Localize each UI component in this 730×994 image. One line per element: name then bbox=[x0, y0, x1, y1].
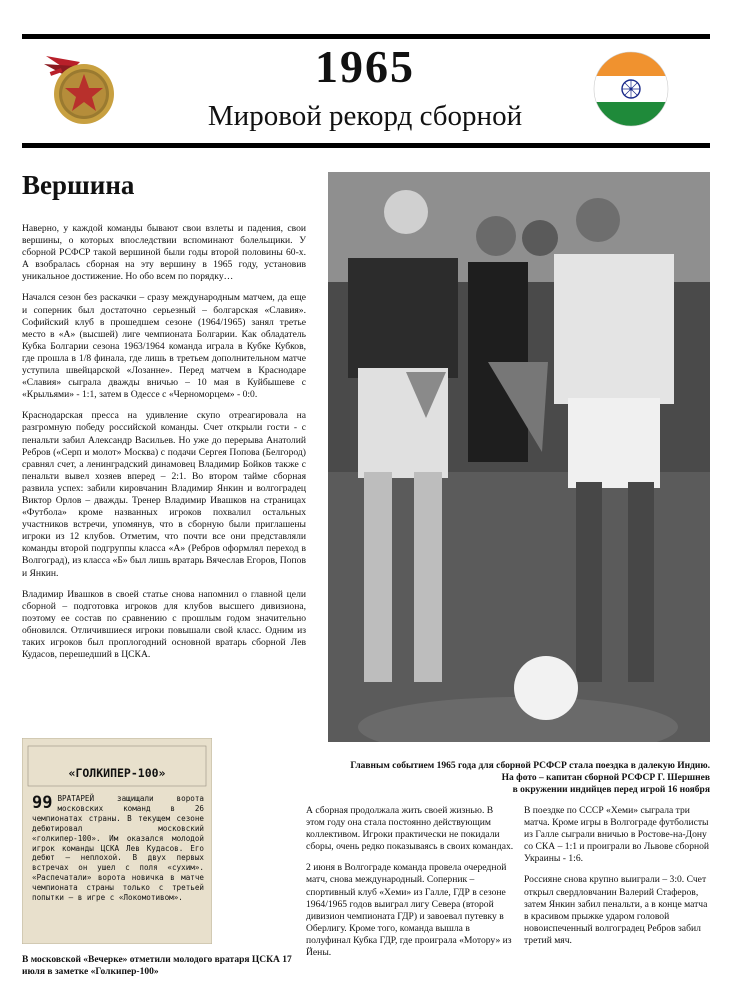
clipping-caption: В московской «Вечерке» отметили молодого вратаря ЦСКА 17 июля в заметке «Голкипер-100» bbox=[22, 955, 292, 977]
page-subtitle: Мировой рекорд сборной bbox=[207, 100, 523, 132]
header-bottom-rule bbox=[22, 143, 710, 148]
photo-caption-line: Главным событием 1965 года для сборной РСФСР стала поездка в далекую Индию. bbox=[350, 761, 710, 771]
clipping-body bbox=[32, 794, 204, 903]
photo-caption-line: На фото – капитан сборной РСФСР Г. Шершнев bbox=[501, 773, 710, 784]
page-year: 1965 bbox=[315, 41, 415, 92]
clipping-title: «ГОЛКИПЕР-100» bbox=[68, 766, 166, 780]
photo-caption-line: в окружении индийцев перед игрой 16 ноября bbox=[512, 785, 710, 796]
article-paragraph: В поездке по СССР «Хеми» сыграла три матча. Кроме игры в Волгограде футболисты из Галле сыграли вничью в Ростове-на-Дону со СКА – 1:1 и проиграли во Львове сборной Украины - 1:6. bbox=[524, 805, 710, 865]
article-paragraph: Россияне снова крупно выиграли – 3:0. Счет открыл свердловчанин Валерий Стаферов, затем Янкин забил пенальти, а в конце матча в красивом прыжке ударом головой новоиспеченный волгоградец Ребров забил третий мяч. bbox=[524, 874, 708, 946]
article-paragraph: А сборная продолжала жить своей жизнью. В этом году она стала постоянно действующим коллективом. Игроки практически не покидали сборы, очень редко показываясь в своих командах. bbox=[306, 805, 514, 853]
article-right-column bbox=[524, 805, 710, 956]
clipping-number: 99 bbox=[32, 793, 53, 813]
article-left-column bbox=[22, 223, 306, 670]
article-paragraph: Наверно, у каждой команды бывают свои взлеты и падения, свои вершины, о которых впоследствии вспоминают болельщики. У сборной РСФСР такой вершиной были годы второй половины 60-х. А взобралась сборная на эту вершину в 1965 году, установив уникальное достижение. Но обо всем по порядку… bbox=[22, 223, 306, 283]
article-paragraph: 2 июня в Волгограде команда провела очередной матч, снова международный. Соперник – спортивный клуб «Хеми» из Галле, ГДР в сезоне 1964/1965 годов выиграл лигу Севера (второй дивизион чемпионата ГДР) и завоевал путевку в Оберлигу. Кроме того, команда вышла в полуфинал Кубка ГДР, где проиграла «Мотору» из Йены. bbox=[306, 862, 512, 959]
article-paragraph: Краснодарская пресса на удивление скупо отреагировала на разгромную победу российской команды. Счет открыли гости - с пенальти забил Александр Васильев. Но уже до перерыва Анатолий Ребров («Серп и молот» Москва) с подачи Сергея Попова (Белгород) сравнял счет, а ленинградский динамовец Владимир Бойков также с пенальти вывел хозяев вперед – 2:1. Во втором тайме сборная развила успех: забили кировчанин Владимир Янкин и волгоградец Виктор Орлов – дважды. Тренер Владимир Ивашков на страницах «Футбола» кроме названных игроков похвалил остальных участников встречи, упомянув, что в сборную были приглашены игроки из 12 клубов. Отметим, что почти все они представляли команды второй подгруппы класса «А» (Ребров оформлял переход в Волгоград), из класса «Б» был лишь вратарь Вячеслав Егоров, Попов и Янкин. bbox=[22, 410, 306, 579]
newspaper-clipping bbox=[22, 738, 212, 944]
top-rule bbox=[22, 34, 710, 39]
article-paragraph: Владимир Ивашков в своей статье снова напомнил о главной цели сборной – подготовка игроков для клубов высшего дивизиона, поэтому ее состав по сравнению с прошлым годом значительно обновился. Отличившиеся игроки повышали свой класс. Одним из таких игроков был проплогодний основной вратарь сборной Лев Кудасов, перешедший в ЦСКА. bbox=[22, 588, 306, 661]
article-paragraph: Начался сезон без раскачки – сразу международным матчем, да еще и соперник был достаточно серьезный – болгарская «Славия». Софийский клуб в прошедшем сезоне (1964/1965) занял третье место в «А» (высшей) лиге чемпионата Болгарии. Как обладатель Кубка Болгарии сезона 1963/1964 команда играла в Кубке Кубков, где прошла в 1/8 финала, где лишь в третьем дополнительном матче уступила швейцарской «Лозанне». Перед матчем в Краснодаре «Славия» сыграла дважды вничью – 10 мая в Куйбышеве с «Крыльями» - 1:1, затем в Одессе с «Черноморцем» - 0:0. bbox=[22, 292, 306, 401]
team-captains-photo bbox=[328, 172, 710, 742]
photo-caption bbox=[300, 760, 710, 797]
clipping-text: ВРАТАРЕЙ защищали ворота московских команд в 26 чемпионатах страны. В текущем сезоне дебютировал московский «голкипер-100». Им оказался молодой игрок команды ЦСКА Лев Кудасов. Его дебют — неплохой. В двух первых встречах он ушел с поля «сухим». «Распечатали» ворота новичка в матче чемпионата страны только с третьей попытки — в игре с «Локомотивом». bbox=[32, 794, 204, 903]
article-heading: Вершина bbox=[22, 170, 135, 200]
india-flag-icon bbox=[592, 50, 670, 128]
article-middle-column bbox=[306, 805, 514, 968]
